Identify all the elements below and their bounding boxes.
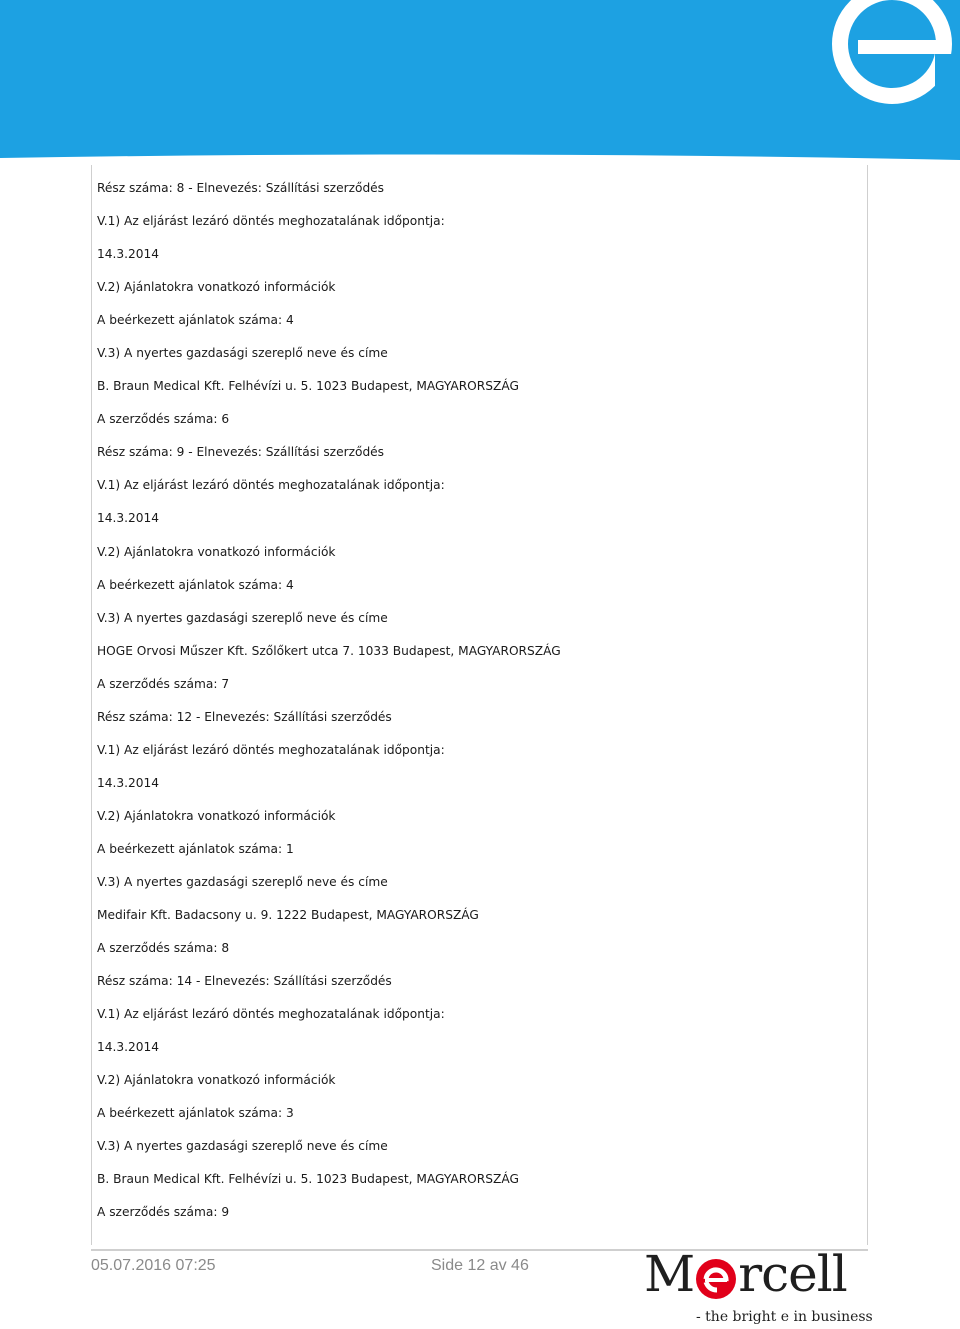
text-line: V.1) Az eljárást lezáró döntés meghozatalának időpontja: <box>97 1007 445 1022</box>
logo-word-start: M <box>644 1245 695 1303</box>
text-line: V.2) Ajánlatokra vonatkozó információk <box>97 280 336 295</box>
footer-datetime: 05.07.2016 07:25 <box>91 1257 216 1274</box>
text-line: 14.3.2014 <box>97 775 160 790</box>
document-body <box>97 178 857 1236</box>
text-line: 14.3.2014 <box>97 1040 160 1055</box>
text-line: V.3) A nyertes gazdasági szereplő neve és címe <box>97 610 388 625</box>
text-line: A szerződés száma: 8 <box>97 941 230 956</box>
text-line: V.2) Ajánlatokra vonatkozó információk <box>97 1073 336 1088</box>
text-line: Rész száma: 12 - Elnevezés: Szállítási szerződés <box>97 709 392 724</box>
text-line: V.3) A nyertes gazdasági szereplő neve és címe <box>97 1139 388 1154</box>
text-line: V.2) Ajánlatokra vonatkozó információk <box>97 808 336 823</box>
text-line: 14.3.2014 <box>97 511 160 526</box>
footer-page-number: Side 12 av 46 <box>431 1257 529 1274</box>
logo-e-icon <box>695 1255 737 1297</box>
text-line: A szerződés száma: 6 <box>97 412 230 427</box>
page-frame-left <box>91 165 92 1245</box>
page-frame-right <box>867 165 868 1245</box>
logo-word-end: rcell <box>738 1245 847 1303</box>
text-line: HOGE Orvosi Műszer Kft. Szőlőkert utca 7. 1033 Budapest, MAGYARORSZÁG <box>97 643 561 658</box>
text-line: 14.3.2014 <box>97 247 160 262</box>
text-line: B. Braun Medical Kft. Felhévízi u. 5. 1023 Budapest, MAGYARORSZÁG <box>97 1172 519 1187</box>
text-line: B. Braun Medical Kft. Felhévízi u. 5. 1023 Budapest, MAGYARORSZÁG <box>97 379 519 394</box>
text-line: Rész száma: 14 - Elnevezés: Szállítási szerződés <box>97 974 392 989</box>
text-line: A beérkezett ajánlatok száma: 4 <box>97 577 294 592</box>
mercell-logo <box>644 1245 874 1328</box>
text-line: Medifair Kft. Badacsony u. 9. 1222 Budapest, MAGYARORSZÁG <box>97 908 479 923</box>
text-line: A beérkezett ajánlatok száma: 1 <box>97 841 294 856</box>
text-line: A beérkezett ajánlatok száma: 3 <box>97 1106 294 1121</box>
text-line: V.1) Az eljárást lezáró döntés meghozatalának időpontja: <box>97 478 445 493</box>
logo-wordmark <box>644 1246 847 1302</box>
text-line: A szerződés száma: 7 <box>97 676 230 691</box>
text-line: V.3) A nyertes gazdasági szereplő neve és címe <box>97 346 388 361</box>
text-line: V.1) Az eljárást lezáró döntés meghozatalának időpontja: <box>97 214 445 229</box>
text-line: V.3) A nyertes gazdasági szereplő neve és címe <box>97 874 388 889</box>
logo-tagline: - the bright e in business <box>696 1309 873 1325</box>
text-line: Rész száma: 9 - Elnevezés: Szállítási szerződés <box>97 445 385 460</box>
text-line: A szerződés száma: 9 <box>97 1205 230 1220</box>
text-line: A beérkezett ajánlatok száma: 4 <box>97 313 294 328</box>
header-banner <box>0 0 960 165</box>
text-line: Rész száma: 8 - Elnevezés: Szállítási szerződés <box>97 181 385 195</box>
text-line: V.2) Ajánlatokra vonatkozó információk <box>97 544 336 559</box>
text-line: V.1) Az eljárást lezáró döntés meghozatalának időpontja: <box>97 742 445 757</box>
